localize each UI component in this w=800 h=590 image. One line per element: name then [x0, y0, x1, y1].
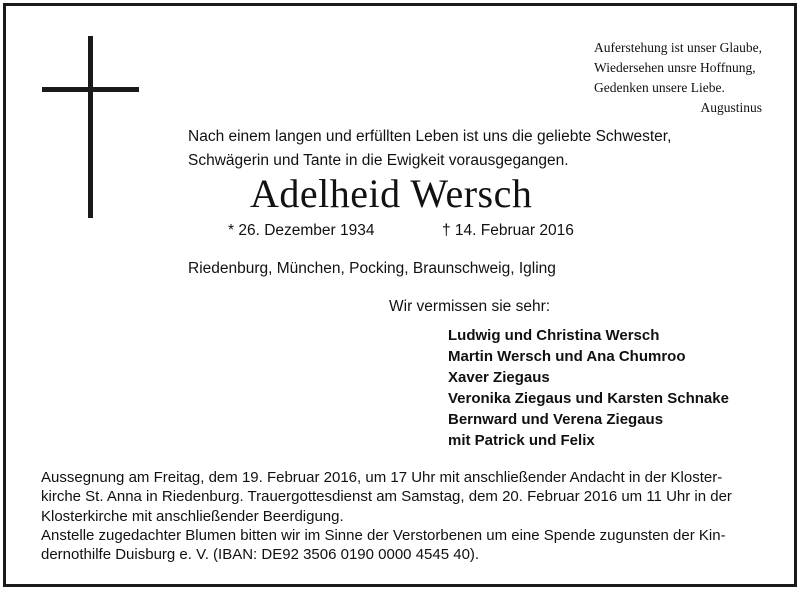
mourners-heading: Wir vermissen sie sehr:	[389, 298, 551, 315]
birth-date: * 26. Dezember 1934	[228, 222, 375, 239]
notice-line: dernothilfe Duisburg e. V. (IBAN: DE92 3506 0190 0000 4545 40).	[41, 546, 480, 564]
notice-line: Anstelle zugedachter Blumen bitten wir im Sinne der Verstorbenen um eine Spende zugunsten der Kin-	[41, 526, 726, 544]
motto-line: Gedenken unsere Liebe.	[594, 80, 725, 95]
motto-line: Auferstehung ist unser Glaube,	[594, 40, 762, 55]
intro-line: Nach einem langen und erfüllten Leben ist uns die geliebte Schwester,	[188, 128, 672, 145]
motto-line: Wiedersehen unsre Hoffnung,	[594, 60, 756, 75]
death-date: † 14. Februar 2016	[442, 222, 574, 239]
mourner-name: Veronika Ziegaus und Karsten Schnake	[448, 390, 729, 407]
mourner-name: Xaver Ziegaus	[448, 369, 550, 386]
mourner-name: Martin Wersch und Ana Chumroo	[448, 348, 686, 365]
motto-author: Augustinus	[700, 100, 762, 115]
mourner-name: Ludwig und Christina Wersch	[448, 327, 660, 344]
notice-line: Aussegnung am Freitag, dem 19. Februar 2016, um 17 Uhr mit anschließender Andacht in der Kloster-	[41, 469, 723, 486]
mourner-name: mit Patrick und Felix	[448, 432, 595, 449]
intro-line: Schwägerin und Tante in die Ewigkeit vorausgegangen.	[188, 152, 569, 169]
places-list: Riedenburg, München, Pocking, Braunschweig, Igling	[188, 260, 556, 277]
cross-icon	[88, 36, 93, 218]
motto-quote	[594, 38, 762, 118]
mourner-name: Bernward und Verena Ziegaus	[448, 411, 664, 428]
obituary-notice	[3, 3, 797, 587]
funeral-notice	[41, 468, 732, 564]
notice-line: kirche St. Anna in Riedenburg. Trauergottesdienst am Samstag, dem 20. Februar 2016 um 11 Uhr in der	[41, 488, 732, 506]
mourners-list	[448, 325, 729, 451]
cross-icon-bar	[42, 87, 139, 92]
notice-line: Klosterkirche mit anschließender Beerdigung.	[41, 507, 344, 525]
deceased-name: Adelheid Wersch	[250, 171, 533, 216]
intro-text	[188, 125, 671, 173]
